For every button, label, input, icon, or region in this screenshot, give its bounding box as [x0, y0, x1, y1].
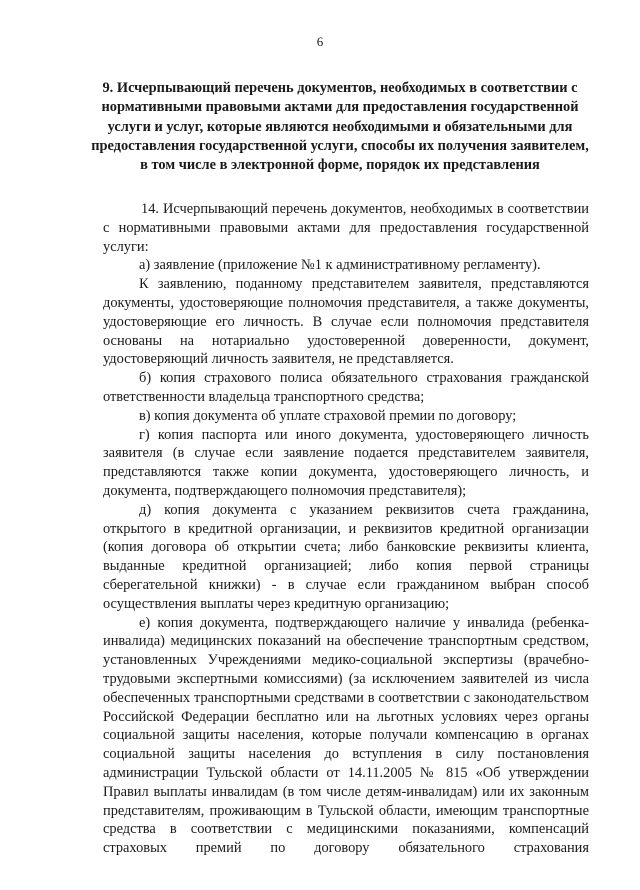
- document-body: [103, 200, 589, 858]
- paragraph-14: 14. Исчерпывающий перечень документов, необходимых в соответствии с нормативными правовыми актами для предоставления государственной услуги:: [103, 201, 589, 255]
- paragraph-item-d: д) копия документа с указанием реквизитов счета гражданина, открытого в кредитной организации, и реквизитов кредитной организации (копия договора об открытии счета; либо банковские реквизиты клиента, выданные кредитной организацией; либо копия первой страницы сберегательной книжки) - в случае если гражданином выбран способ осуществления выплаты через кредитную организацию;: [103, 501, 589, 612]
- page-number: 6: [316, 34, 324, 49]
- paragraph-item-b: б) копия страхового полиса обязательного страхования гражданской ответственности владельца транспортного средства;: [103, 370, 589, 405]
- paragraph-item-v: в) копия документа об уплате страховой премии по договору;: [139, 407, 517, 424]
- section-heading: 9. Исчерпывающий перечень документов, необходимых в соответствии с нормативными правовыми актами для предоставления государственной услуги и услуг, которые являются необходимыми и обязательными для предоставления государственной услуги, способы их получения заявителем, в том числе в электронной форме, порядок их представления: [91, 80, 589, 174]
- paragraph-representative: К заявлению, поданному представителем заявителя, представляются документы, удостоверяющие полномочия представителя, а также документы, удостоверяющие его личность. В случае если полномочия представителя основаны на нотариально удостоверенной доверенности, документ, удостоверяющий личность заявителя, не представляется.: [103, 276, 589, 368]
- paragraph-item-a: а) заявление (приложение №1 к административному регламенту).: [139, 257, 541, 274]
- paragraph-item-g: г) копия паспорта или иного документа, удостоверяющего личность заявителя (в случае если заявление подается представителем заявителя, представляются также копии документа, удостоверяющего личность, и документа, подтверждающего полномочия представителя);: [103, 426, 589, 499]
- paragraph-item-e: е) копия документа, подтверждающего наличие у инвалида (ребенка-инвалида) медицинских показаний на обеспечение транспортным средством, установленных Учреждениями медико-социальной экспертизы (врачебно-трудовыми экспертными комиссиями) (за исключением заявителей из числа обеспеченных транспортными средствами в соответствии с законодательством Российской Федерации бесплатно или на льготных условиях через органы социальной защиты населения, которые получали компенсацию в органах социальной защиты населения до вступления в силу постановления администрации Тульской области от 14.11.2005 № 815 «Об утверждении Правил выплаты инвалидам (в том числе детям-инвалидам) или их законным представителям, проживающим в Тульской области, имеющим транспортные средства в соответствии с медицинскими показаниями, компенсаций страховых премий по договору обязательного страхования: [103, 614, 589, 857]
